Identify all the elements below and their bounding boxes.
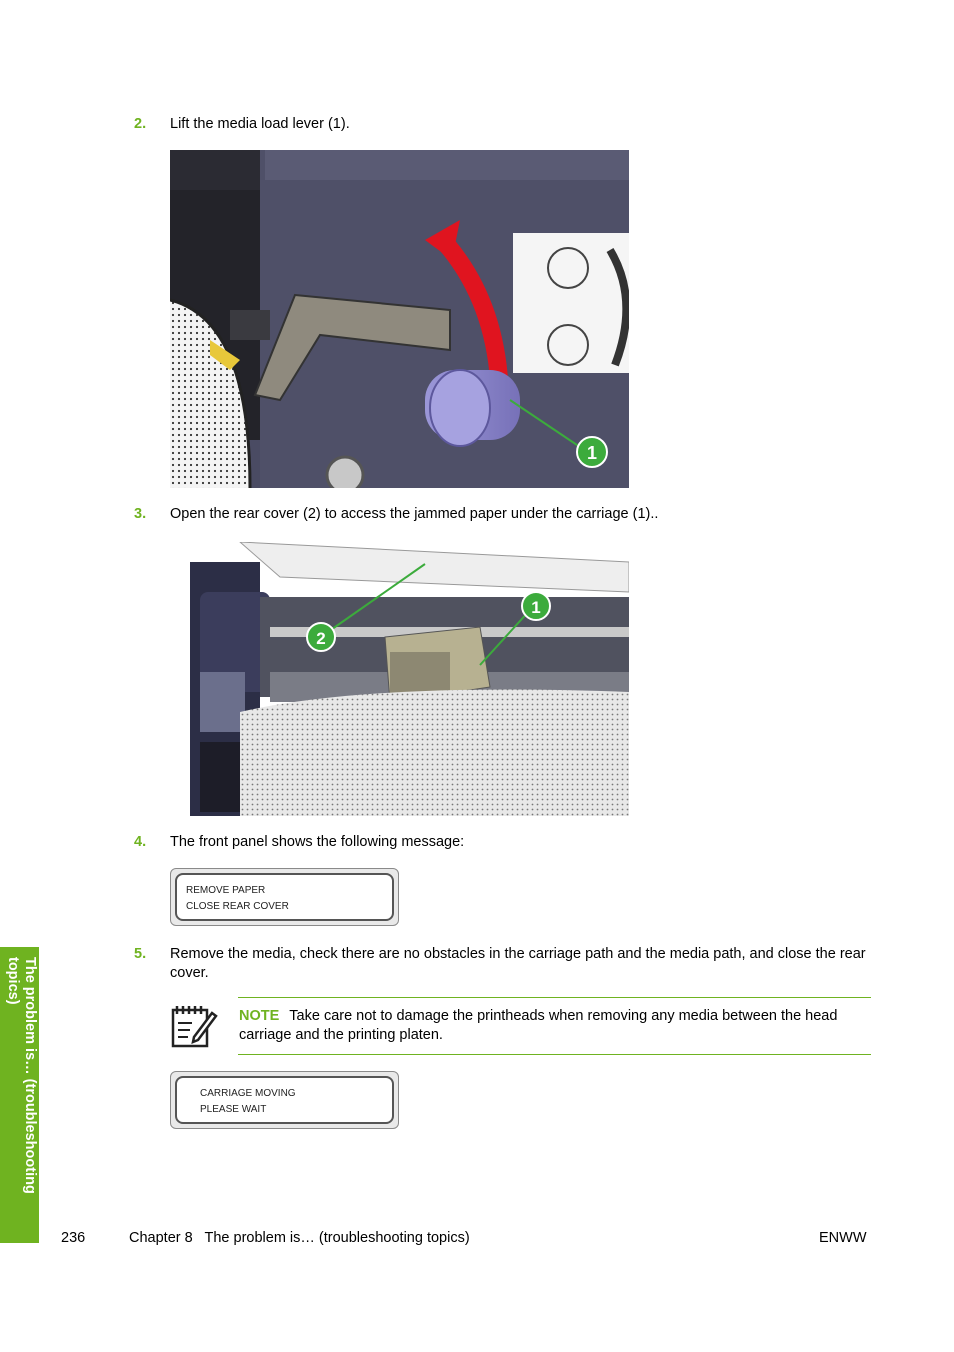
footer-brand: ENWW: [819, 1230, 867, 1246]
side-tab-text: The problem is… (troubleshooting topics): [5, 957, 38, 1194]
callout-number: 1: [531, 598, 541, 617]
step-text: Lift the media load lever (1).: [170, 116, 350, 132]
media-lever-photo: [170, 150, 629, 488]
rear-cover-illustration: [170, 542, 629, 816]
note-bottom-rule: [238, 1054, 871, 1055]
front-panel-screen: [175, 873, 394, 921]
panel-line: PLEASE WAIT: [200, 1104, 267, 1115]
panel-line: REMOVE PAPER: [186, 885, 266, 896]
step-number: 5.: [134, 946, 147, 962]
chapter-side-tab: [0, 947, 39, 1243]
note-text: Take care not to damage the printheads when removing any media between the head carriage and the printing platen.: [239, 1008, 838, 1043]
chapter-title: Chapter 8 The problem is… (troubleshooting topics): [129, 1230, 470, 1246]
note-pad-icon: [170, 1001, 218, 1049]
panel-line: CARRIAGE MOVING: [200, 1088, 296, 1099]
note-top-rule: [238, 997, 871, 998]
front-panel-screen: [175, 1076, 394, 1124]
step-text: Remove the media, check there are no obstacles in the carriage path and the media path, and close the rear cover.: [170, 946, 866, 981]
callout-number: 1: [586, 443, 598, 463]
step-text: Open the rear cover (2) to access the jammed paper under the carriage (1)..: [170, 506, 659, 522]
step-number: 2.: [134, 116, 147, 132]
callout-number: 2: [316, 629, 326, 648]
step-number: 3.: [134, 506, 147, 522]
page-number: 236: [61, 1230, 86, 1246]
rear-cover-photo: [170, 542, 629, 816]
front-panel-display: [170, 868, 399, 926]
panel-line: CLOSE REAR COVER: [186, 901, 289, 912]
note-label: NOTE: [239, 1008, 280, 1024]
note-body: [239, 1007, 869, 1045]
front-panel-display: [170, 1071, 399, 1129]
step-number: 4.: [134, 834, 147, 850]
media-lever-illustration: [170, 150, 629, 488]
step-text: The front panel shows the following message:: [170, 834, 465, 850]
note-box: [170, 997, 871, 1055]
